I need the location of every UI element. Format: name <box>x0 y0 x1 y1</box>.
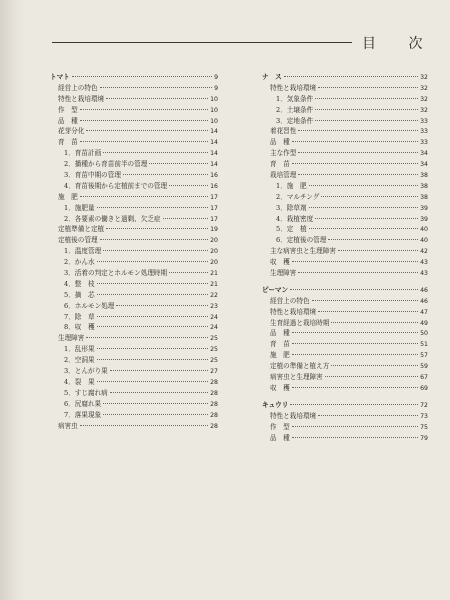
toc-entry-label: ナ ス <box>262 73 282 81</box>
toc-page-number: 10 <box>210 117 218 125</box>
toc-entry[interactable] <box>262 203 428 214</box>
toc-entry-label: 経営上の特色 <box>270 296 310 305</box>
toc-leader-dots <box>338 250 418 251</box>
toc-leader-dots <box>149 163 208 164</box>
toc-entry[interactable] <box>50 181 218 192</box>
toc-entry[interactable] <box>262 296 428 307</box>
toc-leader-dots <box>80 120 208 121</box>
toc-entry-label: 3．活着の判定とホルモン処理時期 <box>64 269 168 278</box>
toc-page-number: 34 <box>420 161 428 169</box>
toc-entry-label: 3．とんがり果 <box>64 367 108 376</box>
toc-entry[interactable] <box>262 422 428 433</box>
toc-page-number: 9 <box>214 74 218 81</box>
toc-entry[interactable] <box>262 372 428 383</box>
toc-page-number: 46 <box>420 297 428 305</box>
page-spine-shadow <box>0 0 26 600</box>
toc-leader-dots <box>103 250 208 251</box>
toc-leader-dots <box>331 365 418 366</box>
toc-page-number: 9 <box>214 84 218 92</box>
toc-page-number: 25 <box>210 346 218 354</box>
toc-entry[interactable] <box>50 224 218 235</box>
toc-leader-dots <box>80 141 208 142</box>
toc-entry-label: 6．尻腐れ果 <box>64 399 102 408</box>
toc-page-number: 79 <box>420 434 428 442</box>
toc-page-number: 34 <box>420 150 428 158</box>
toc-page-number: 43 <box>420 259 428 267</box>
toc-entry[interactable] <box>262 350 428 361</box>
toc-leader-dots <box>292 426 418 427</box>
toc-entry[interactable] <box>262 318 428 329</box>
toc-entry-label: 1．気象条件 <box>276 94 314 103</box>
toc-entry[interactable] <box>262 268 428 279</box>
toc-entry[interactable] <box>50 268 218 279</box>
toc-entry[interactable] <box>262 94 428 105</box>
toc-entry-label: 特性と栽培環境 <box>270 83 317 92</box>
toc-leader-dots <box>80 109 208 110</box>
toc-entry-label: キュウリ <box>262 400 289 409</box>
toc-entry-label: 育 苗 <box>58 138 78 147</box>
toc-entry-label: 1．施肥量 <box>64 203 95 212</box>
toc-entry[interactable] <box>262 148 428 159</box>
toc-entry-label: 定植準備と定植 <box>58 225 105 234</box>
toc-leader-dots <box>318 415 418 416</box>
toc-entry-label: 7．除 草 <box>64 312 95 321</box>
toc-leader-dots <box>80 196 208 197</box>
toc-entry-label: 7．落果現象 <box>64 410 102 419</box>
toc-entry[interactable] <box>50 137 218 148</box>
toc-entry-label: 施 肥 <box>58 192 78 201</box>
toc-entry[interactable] <box>50 301 218 312</box>
toc-page-number: 32 <box>420 74 428 81</box>
toc-page-number: 25 <box>210 357 218 365</box>
toc-entry[interactable] <box>50 159 218 170</box>
toc-entry[interactable] <box>50 344 218 355</box>
toc-leader-dots <box>169 272 208 273</box>
toc-entry-label: 病害虫 <box>58 421 78 430</box>
toc-entry-label: 定植後の管理 <box>58 236 98 245</box>
toc-entry[interactable] <box>262 224 428 235</box>
toc-entry-label: 施 肥 <box>270 351 290 360</box>
toc-leader-dots <box>321 196 418 197</box>
toc-page-number: 21 <box>210 280 218 288</box>
toc-leader-dots <box>123 174 208 175</box>
toc-entry-label: 4．裂 果 <box>64 377 95 386</box>
toc-entry[interactable] <box>262 214 428 225</box>
toc-entry[interactable] <box>262 400 428 411</box>
toc-entry-label: 1．温度管理 <box>64 247 102 256</box>
toc-entry-label: 6．定植後の管理 <box>276 236 327 245</box>
toc-leader-dots <box>97 283 209 284</box>
toc-leader-dots <box>309 228 419 229</box>
toc-leader-dots <box>80 425 208 426</box>
toc-leader-dots <box>318 87 418 88</box>
toc-entry[interactable] <box>50 322 218 333</box>
toc-entry-label: 着花習性 <box>270 127 297 136</box>
toc-page-number: 17 <box>210 193 218 201</box>
toc-page-number: 16 <box>210 182 218 190</box>
toc-leader-dots <box>106 98 208 99</box>
toc-entry[interactable] <box>262 361 428 372</box>
toc-entry-label: 4．栽植密度 <box>276 214 314 223</box>
toc-entry[interactable] <box>50 366 218 377</box>
toc-entry[interactable] <box>262 116 428 127</box>
toc-entry[interactable] <box>262 72 428 83</box>
toc-leader-dots <box>292 343 418 344</box>
toc-leader-dots <box>315 109 418 110</box>
toc-page-number: 17 <box>210 215 218 223</box>
toc-entry[interactable] <box>262 433 428 444</box>
toc-page-number: 50 <box>420 330 428 338</box>
toc-entry[interactable] <box>262 257 428 268</box>
toc-right-column <box>262 72 428 443</box>
toc-leader-dots <box>292 261 418 262</box>
toc-leader-dots <box>100 87 213 88</box>
toc-page-number: 51 <box>420 341 428 349</box>
toc-entry[interactable] <box>50 312 218 323</box>
toc-entry-label: 1．育苗計画 <box>64 149 102 158</box>
toc-entry[interactable] <box>50 214 218 225</box>
toc-entry[interactable] <box>262 192 428 203</box>
toc-leader-dots <box>103 152 208 153</box>
toc-page-number: 38 <box>420 172 428 180</box>
toc-entry[interactable] <box>50 246 218 257</box>
toc-page-number: 40 <box>420 226 428 234</box>
toc-leader-dots <box>97 316 209 317</box>
toc-entry-label: 育 苗 <box>270 340 290 349</box>
toc-leader-dots <box>318 311 418 312</box>
toc-entry-label: 5．摘 芯 <box>64 290 95 299</box>
toc-entry-label: 2．播種から育苗前半の管理 <box>64 160 148 169</box>
toc-entry-label: 生育経過と栽培時期 <box>270 318 330 327</box>
toc-leader-dots <box>292 141 418 142</box>
toc-page-number: 32 <box>420 106 428 114</box>
toc-entry-label: 5．すじ腐れ病 <box>64 388 108 397</box>
toc-page-number: 16 <box>210 172 218 180</box>
toc-entry[interactable] <box>262 159 428 170</box>
toc-leader-dots <box>116 305 208 306</box>
toc-entry[interactable] <box>50 72 218 83</box>
toc-entry-label: 6．ホルモン処理 <box>64 301 115 310</box>
toc-entry-label: 品 種 <box>58 116 78 125</box>
toc-entry-label: 4．整 枝 <box>64 279 95 288</box>
toc-entry[interactable] <box>262 307 428 318</box>
toc-page-number: 14 <box>210 139 218 147</box>
toc-entry[interactable] <box>262 181 428 192</box>
toc-entry-label: 主な病害虫と生理障害 <box>270 247 336 256</box>
toc-page-number: 28 <box>210 389 218 397</box>
toc-entry-label: 品 種 <box>270 329 290 338</box>
toc-entry[interactable] <box>50 116 218 127</box>
toc-entry-label: 1．施 肥 <box>276 181 307 190</box>
toc-leader-dots <box>292 387 418 388</box>
toc-entry[interactable] <box>50 94 218 105</box>
toc-entry-label: 特性と栽培環境 <box>270 307 317 316</box>
toc-entry[interactable] <box>50 83 218 94</box>
toc-page-number: 21 <box>210 270 218 278</box>
toc-leader-dots <box>163 218 209 219</box>
toc-entry[interactable] <box>50 105 218 116</box>
toc-page-number: 24 <box>210 313 218 321</box>
toc-page-number: 24 <box>210 324 218 332</box>
toc-leader-dots <box>97 348 209 349</box>
toc-entry-label: 収 穫 <box>270 383 290 392</box>
toc-left-column <box>50 72 218 431</box>
toc-leader-dots <box>292 163 418 164</box>
toc-entry-label: 生理障害 <box>58 334 85 343</box>
toc-entry[interactable] <box>262 105 428 116</box>
toc-leader-dots <box>298 174 418 175</box>
toc-leader-dots <box>97 359 209 360</box>
toc-page-number: 22 <box>210 291 218 299</box>
toc-page-number: 28 <box>210 411 218 419</box>
toc-leader-dots <box>331 322 418 323</box>
toc-leader-dots <box>312 300 419 301</box>
page-title: 目 次 <box>362 36 437 52</box>
toc-entry-label: ピーマン <box>262 285 289 294</box>
toc-entry-label: 5．定 植 <box>276 225 307 234</box>
toc-page-number: 40 <box>420 237 428 245</box>
toc-page-number: 69 <box>420 384 428 392</box>
toc-entry[interactable] <box>50 126 218 137</box>
toc-entry-label: 栽培管理 <box>270 171 297 180</box>
toc-page-number: 32 <box>420 95 428 103</box>
toc-leader-dots <box>292 354 418 355</box>
toc-leader-dots <box>284 76 418 77</box>
toc-entry[interactable] <box>50 410 218 421</box>
toc-entry[interactable] <box>50 421 218 432</box>
toc-entry-label: 1．乱形果 <box>64 345 95 354</box>
toc-entry-label: 品 種 <box>270 138 290 147</box>
toc-leader-dots <box>290 289 418 290</box>
toc-leader-dots <box>290 404 418 405</box>
toc-entry-label: 品 種 <box>270 433 290 442</box>
toc-entry-label: 経営上の特色 <box>58 83 98 92</box>
toc-entry-label: 育 苗 <box>270 160 290 169</box>
toc-page-number: 33 <box>420 139 428 147</box>
toc-page-number: 32 <box>420 84 428 92</box>
toc-page-number: 38 <box>420 182 428 190</box>
toc-page-number: 19 <box>210 226 218 234</box>
toc-page-number: 72 <box>420 401 428 409</box>
toc-entry[interactable] <box>50 333 218 344</box>
toc-leader-dots <box>86 337 208 338</box>
toc-entry[interactable] <box>262 246 428 257</box>
toc-leader-dots <box>106 228 208 229</box>
toc-entry[interactable] <box>262 235 428 246</box>
toc-page-number: 43 <box>420 270 428 278</box>
toc-entry-label: 3．除草剤 <box>276 203 307 212</box>
toc-leader-dots <box>325 376 418 377</box>
toc-page-number: 75 <box>420 423 428 431</box>
toc-entry-label: 8．収 穫 <box>64 323 95 332</box>
toc-entry[interactable] <box>50 290 218 301</box>
toc-leader-dots <box>97 381 209 382</box>
toc-entry[interactable] <box>50 377 218 388</box>
toc-leader-dots <box>97 294 209 295</box>
toc-page-number: 10 <box>210 106 218 114</box>
toc-leader-dots <box>298 152 418 153</box>
toc-entry[interactable] <box>262 83 428 94</box>
toc-entry[interactable] <box>50 170 218 181</box>
toc-entry[interactable] <box>50 192 218 203</box>
toc-leader-dots <box>328 239 418 240</box>
toc-entry-label: 病害虫と生理障害 <box>270 373 323 382</box>
toc-entry-label: 定植の準備と植え方 <box>270 362 330 371</box>
toc-page-number: 38 <box>420 193 428 201</box>
toc-page-number: 49 <box>420 319 428 327</box>
toc-entry[interactable] <box>262 137 428 148</box>
toc-leader-dots <box>298 272 418 273</box>
toc-page-number: 28 <box>210 400 218 408</box>
toc-entry[interactable] <box>262 328 428 339</box>
toc-page-number: 39 <box>420 204 428 212</box>
toc-page-number: 33 <box>420 117 428 125</box>
toc-page-number: 14 <box>210 128 218 136</box>
toc-entry[interactable] <box>50 279 218 290</box>
toc-entry-label: 作 型 <box>58 105 78 114</box>
toc-leader-dots <box>292 332 418 333</box>
toc-leader-dots <box>72 76 212 77</box>
toc-leader-dots <box>169 185 208 186</box>
toc-entry[interactable] <box>262 285 428 296</box>
toc-leader-dots <box>292 437 418 438</box>
toc-page-number: 14 <box>210 150 218 158</box>
header-rule <box>52 42 352 43</box>
toc-leader-dots <box>309 207 419 208</box>
toc-entry[interactable] <box>50 257 218 268</box>
toc-leader-dots <box>97 261 209 262</box>
toc-entry[interactable] <box>262 126 428 137</box>
toc-leader-dots <box>315 120 418 121</box>
toc-entry[interactable] <box>262 411 428 422</box>
toc-page-number: 17 <box>210 204 218 212</box>
toc-page-number: 25 <box>210 335 218 343</box>
toc-entry-label: 生理障害 <box>270 269 297 278</box>
toc-entry[interactable] <box>50 388 218 399</box>
toc-entry[interactable] <box>50 203 218 214</box>
toc-page-number: 14 <box>210 161 218 169</box>
toc-entry[interactable] <box>50 399 218 410</box>
toc-entry-label: 特性と栽培環境 <box>58 94 105 103</box>
toc-page-number: 28 <box>210 378 218 386</box>
toc-entry[interactable] <box>50 355 218 366</box>
toc-entry-label: 3．定地条件 <box>276 116 314 125</box>
toc-leader-dots <box>103 403 208 404</box>
toc-leader-dots <box>110 392 208 393</box>
toc-entry[interactable] <box>262 383 428 394</box>
toc-entry-label: 2．土壌条件 <box>276 105 314 114</box>
toc-entry-label: 3．育苗中期の管理 <box>64 171 121 180</box>
toc-page-number: 20 <box>210 248 218 256</box>
toc-page-number: 28 <box>210 422 218 430</box>
toc-entry-label: 特性と栽培環境 <box>270 411 317 420</box>
toc-page-number: 47 <box>420 308 428 316</box>
toc-entry-label: 作 型 <box>270 422 290 431</box>
toc-page-number: 42 <box>420 248 428 256</box>
toc-leader-dots <box>315 218 418 219</box>
toc-page-number: 20 <box>210 237 218 245</box>
toc-entry[interactable] <box>262 170 428 181</box>
toc-leader-dots <box>100 239 209 240</box>
toc-page-number: 73 <box>420 412 428 420</box>
toc-page-number: 39 <box>420 215 428 223</box>
toc-page-number: 57 <box>420 352 428 360</box>
toc-entry[interactable] <box>262 339 428 350</box>
toc-leader-dots <box>298 130 418 131</box>
toc-leader-dots <box>309 185 419 186</box>
toc-entry[interactable] <box>50 235 218 246</box>
toc-leader-dots <box>97 207 209 208</box>
toc-leader-dots <box>103 414 208 415</box>
toc-entry-label: 2．空洞果 <box>64 356 95 365</box>
toc-leader-dots <box>110 370 208 371</box>
toc-page-number: 10 <box>210 95 218 103</box>
toc-page-number: 46 <box>420 286 428 294</box>
toc-entry-label: 主な作型 <box>270 149 297 158</box>
toc-page-number: 23 <box>210 302 218 310</box>
toc-leader-dots <box>315 98 418 99</box>
toc-entry-label: 2．かん水 <box>64 258 95 267</box>
toc-entry-label: トマト <box>50 73 70 81</box>
toc-page-number: 20 <box>210 259 218 267</box>
toc-entry[interactable] <box>50 148 218 159</box>
toc-leader-dots <box>97 326 209 327</box>
toc-page-number: 27 <box>210 368 218 376</box>
toc-page-number: 67 <box>420 374 428 382</box>
toc-entry-label: 花芽分化 <box>58 127 85 136</box>
toc-entry-label: 2．マルチング <box>276 192 320 201</box>
toc-leader-dots <box>86 130 208 131</box>
toc-page-number: 59 <box>420 363 428 371</box>
toc-page-number: 33 <box>420 128 428 136</box>
toc-entry-label: 4．育苗後期から定植前までの管理 <box>64 181 168 190</box>
toc-entry-label: 収 穫 <box>270 258 290 267</box>
toc-entry-label: 2．各要素の働きと過剰、欠乏症 <box>64 214 161 223</box>
